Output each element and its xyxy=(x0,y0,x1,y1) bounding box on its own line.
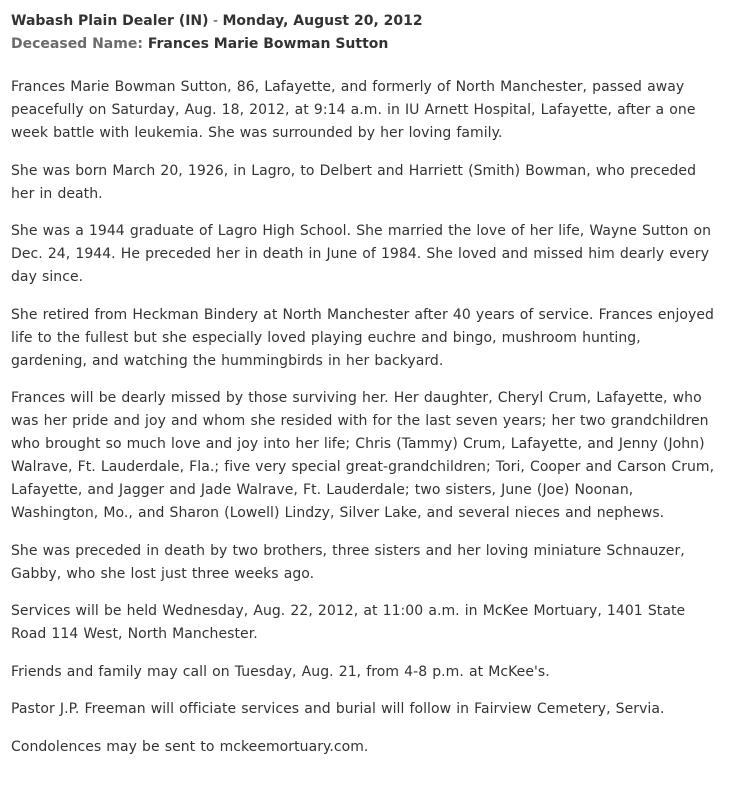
deceased-name: Frances Marie Bowman Sutton xyxy=(147,36,389,52)
paragraph-services: Services will be held Wednesday, Aug. 22, 2012, at 11:00 a.m. in McKee Mortuary, 1401 State Road 114 West, North Manchester. xyxy=(11,603,686,642)
deceased-label: Deceased Name: xyxy=(11,36,143,52)
paragraph-death-notice: Frances Marie Bowman Sutton, 86, Lafayette, and formerly of North Manchester, passed away peacefully on Saturday, Aug. 18, 2012, at 9:14 a.m. in IU Arnett Hospital, Lafayette, after a one week battle with leukemia. She was surrounded by her loving family. xyxy=(11,79,696,141)
paragraph-survivors: Frances will be dearly missed by those surviving her. Her daughter, Cheryl Crum, Lafayette, who was her pride and joy and whom she resided with for the last seven years; her two grandchildren who brought so much love and joy into her life; Chris (Tammy) Crum, Lafayette, and Jenny (John) Walrave, Ft. Lauderdale, Fla.; five very special great-grandchildren; Tori, Cooper and Carson Crum, Lafayette, and Jagger and Jade Walrave, Ft. Lauderdale; two sisters, June (Joe) Noonan, Washington, Mo., and Sharon (Lowell) Lindzy, Silver Lake, and several nieces and nephews. xyxy=(11,390,715,521)
paragraph-burial: Pastor J.P. Freeman will officiate services and burial will follow in Fairview Cemetery, Servia. xyxy=(11,701,665,717)
heading-separator: - xyxy=(208,13,223,29)
paragraph-preceded: She was preceded in death by two brothers, three sisters and her loving miniature Schnauzer, Gabby, who she lost just three weeks ago. xyxy=(11,542,685,582)
publication-name: Wabash Plain Dealer (IN) xyxy=(11,13,209,29)
paragraph-marriage: She was a 1944 graduate of Lagro High School. She married the love of her life, Wayne Sutton on Dec. 24, 1944. He preceded her in death in June of 1984. She loved and missed him dearly every day since. xyxy=(11,223,712,285)
paragraph-condolences: Condolences may be sent to mckeemortuary.com. xyxy=(11,738,369,755)
paragraph-career: She retired from Heckman Bindery at North Manchester after 40 years of service. Frances enjoyed life to the fullest but she especially loved playing euchre and bingo, mushroom hunting, gardening, and watching the hummingbirds in her backyard. xyxy=(11,306,714,369)
paragraph-birth: She was born March 20, 1926, in Lagro, to Delbert and Harriett (Smith) Bowman, who preceded her in death. xyxy=(11,162,697,202)
paragraph-visitation: Friends and family may call on Tuesday, Aug. 21, from 4-8 p.m. at McKee's. xyxy=(11,663,550,680)
deceased-line xyxy=(11,33,720,56)
publication-date: Monday, August 20, 2012 xyxy=(222,13,423,29)
obituary-body xyxy=(11,76,720,759)
publication-heading xyxy=(11,10,720,33)
